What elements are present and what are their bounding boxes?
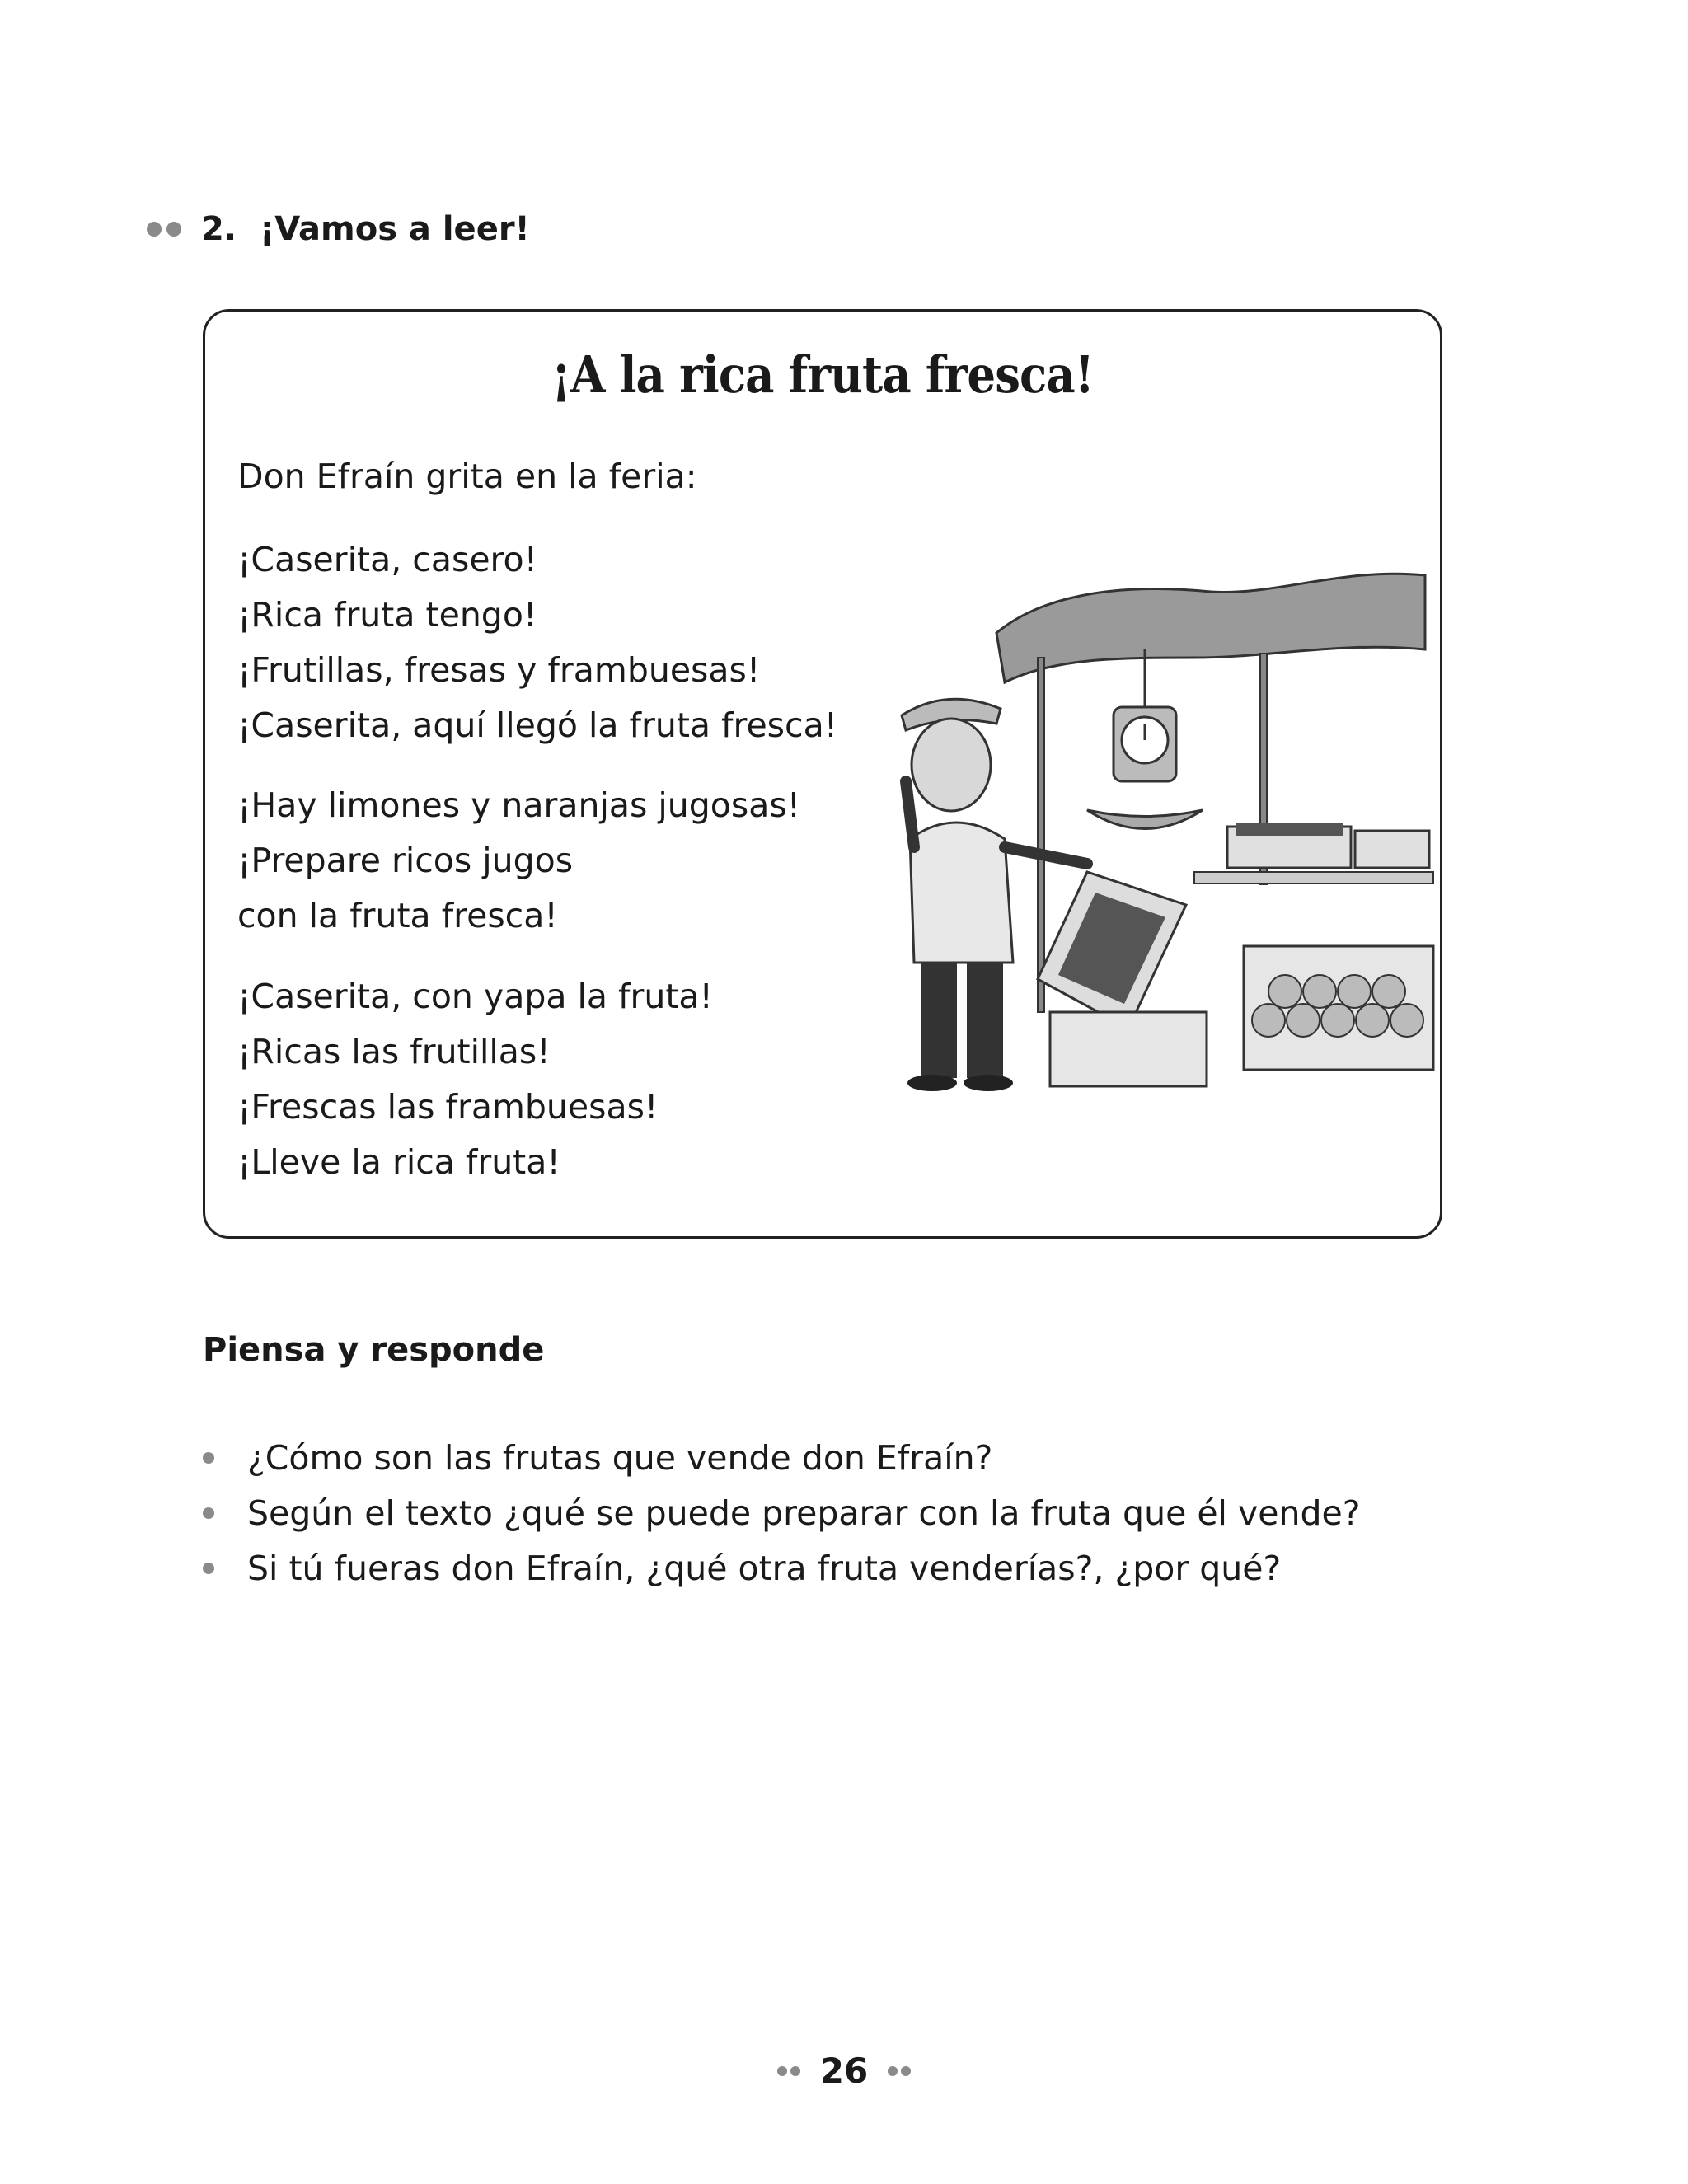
fruit-vendor-illustration: [881, 518, 1442, 1111]
verse-line: ¡Prepare ricos jugos: [237, 841, 574, 880]
question-text: ¿Cómo son las frutas que vende don Efraín?: [247, 1437, 993, 1478]
bullet-dot: [203, 1507, 214, 1519]
list-item: [203, 1540, 1360, 1596]
footer-dots-right: [888, 2066, 911, 2076]
stanza-1: [237, 532, 837, 753]
section-heading: [147, 204, 530, 254]
question-text: Según el texto ¿qué se puede preparar con la fruta que él vende?: [247, 1493, 1361, 1533]
bullet-dot: [203, 1563, 214, 1574]
bullet-dot: [777, 2066, 787, 2076]
verse-line: ¡Frescas las frambuesas!: [237, 1087, 659, 1127]
bullet-dot: [901, 2066, 911, 2076]
bullet-dot: [147, 222, 162, 237]
stanza-3: [237, 969, 713, 1190]
bullet-dot: [790, 2066, 800, 2076]
section-number: 2.: [201, 210, 237, 248]
bullet-dot: [888, 2066, 898, 2076]
verse-line: ¡Caserita, casero!: [237, 540, 538, 579]
page-footer: [0, 2050, 1688, 2091]
verse-line: ¡Lleve la rica fruta!: [237, 1142, 560, 1182]
verse-line: ¡Frutillas, fresas y frambuesas!: [237, 650, 761, 690]
reading-intro: Don Efraín grita en la feria:: [237, 457, 697, 496]
bullet-dot: [166, 222, 181, 237]
bullet-dot: [203, 1452, 214, 1464]
section-title: ¡Vamos a leer!: [260, 210, 530, 248]
section-bullet-dots: [147, 222, 181, 237]
verse-line: ¡Caserita, con yapa la fruta!: [237, 977, 713, 1016]
verse-line: ¡Rica fruta tengo!: [237, 595, 537, 635]
verse-line: ¡Ricas las frutillas!: [237, 1032, 551, 1071]
verse-line: ¡Hay limones y naranjas jugosas!: [237, 785, 801, 825]
list-item: [203, 1485, 1360, 1540]
questions-list: [203, 1430, 1360, 1596]
verse-line: ¡Caserita, aquí llegó la fruta fresca!: [237, 705, 838, 745]
questions-heading: Piensa y responde: [203, 1331, 545, 1369]
verse-line: con la fruta fresca!: [237, 896, 558, 935]
stanza-2: [237, 778, 800, 944]
reading-title: ¡A la rica fruta fresca!: [551, 344, 1094, 405]
page-number: 26: [819, 2050, 869, 2091]
reading-box: [203, 309, 1442, 1239]
footer-dots-left: [777, 2066, 800, 2076]
list-item: [203, 1430, 1360, 1485]
question-text: Si tú fueras don Efraín, ¿qué otra fruta venderías?, ¿por qué?: [247, 1548, 1282, 1588]
